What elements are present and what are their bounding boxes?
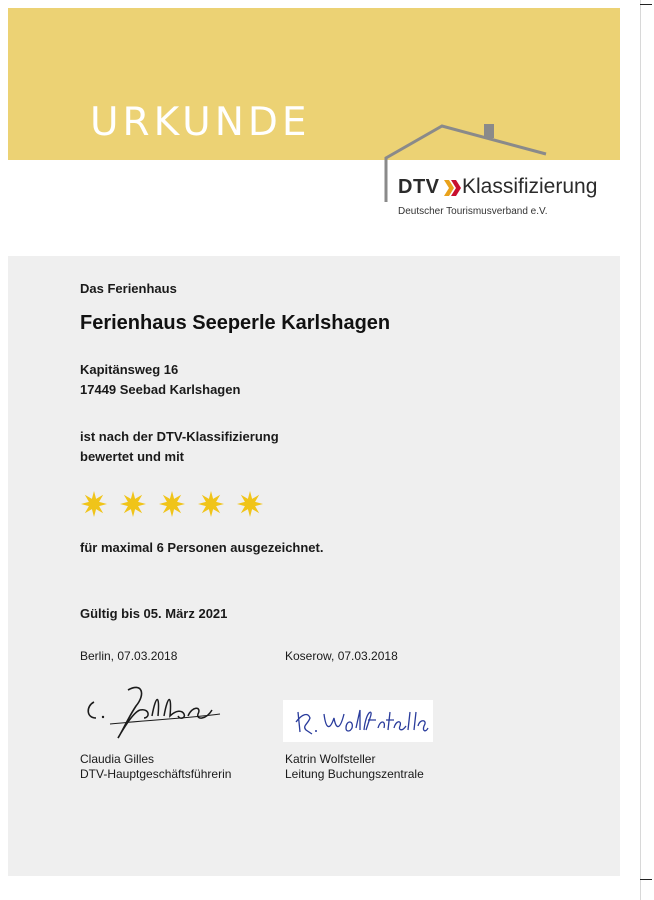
persons-statement: für maximal 6 Personen ausgezeichnet. xyxy=(80,540,324,555)
intro-text: Das Ferienhaus xyxy=(80,281,177,296)
page-edge-line xyxy=(640,0,641,900)
star-icon xyxy=(119,490,147,518)
page-edge-tick-bottom xyxy=(640,879,652,880)
valid-until: Gültig bis 05. März 2021 xyxy=(80,606,228,621)
signatory-role-right: Leitung Buchungszentrale xyxy=(285,767,424,781)
star-icon xyxy=(197,490,225,518)
star-icon xyxy=(80,490,108,518)
place-date-left: Berlin, 07.03.2018 xyxy=(80,649,178,663)
address-street: Kapitänsweg 16 xyxy=(80,362,179,377)
property-name: Ferienhaus Seeperle Karlshagen xyxy=(80,312,391,334)
logo-subtitle: Deutscher Tourismusverband e.V. xyxy=(398,206,548,217)
signatory-role-left: DTV-Hauptgeschäftsführerin xyxy=(80,767,232,781)
statement-line-1: ist nach der DTV-Klassifizierung xyxy=(80,429,279,444)
star-rating xyxy=(80,490,264,518)
statement-line-2: bewertet und mit xyxy=(80,449,185,464)
signatory-name-right: Katrin Wolfsteller xyxy=(285,752,376,766)
star-icon xyxy=(236,490,264,518)
chevron-logo-icon xyxy=(442,177,462,199)
star-icon xyxy=(158,490,186,518)
signature-wolfsteller xyxy=(290,704,430,738)
certificate-title: URKUNDE xyxy=(90,100,311,145)
content-panel xyxy=(8,256,620,876)
logo-name: Klassifizierung xyxy=(462,175,598,198)
signature-gilles xyxy=(80,680,230,742)
signatory-name-left: Claudia Gilles xyxy=(80,752,155,766)
place-date-right: Koserow, 07.03.2018 xyxy=(285,649,398,663)
page-edge-tick-top xyxy=(640,4,652,5)
address-city: 17449 Seebad Karlshagen xyxy=(80,382,241,397)
logo-brand: DTV xyxy=(398,176,440,198)
